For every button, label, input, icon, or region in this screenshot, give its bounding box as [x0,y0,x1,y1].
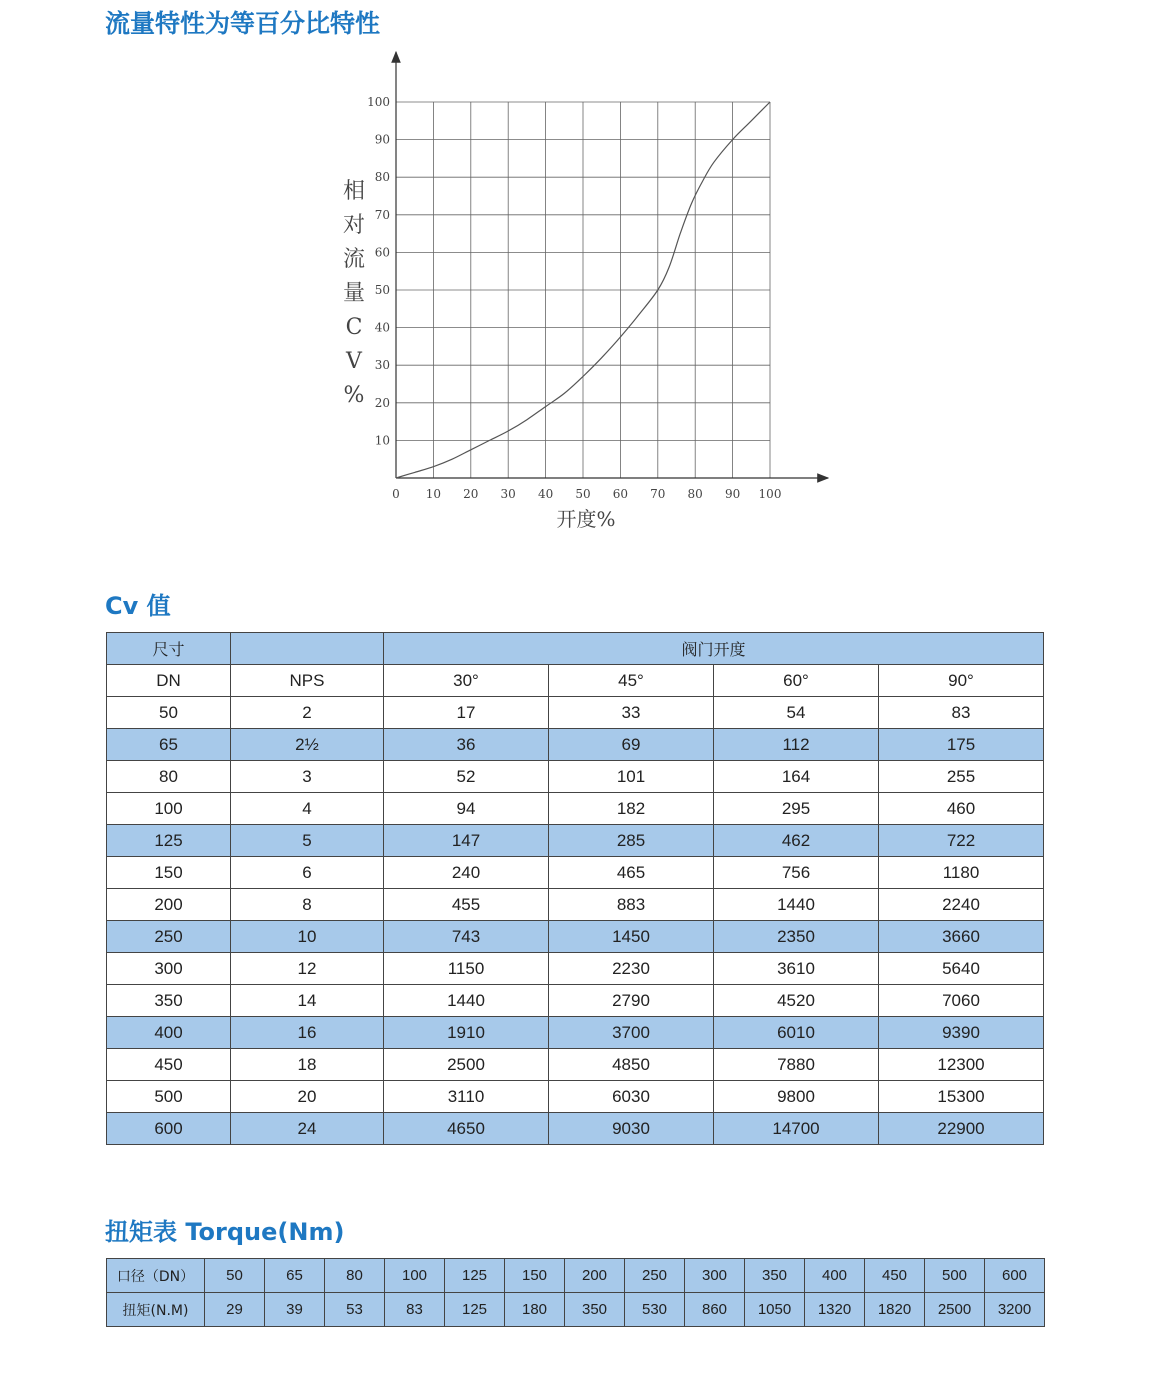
table-cell: 285 [549,825,714,857]
table-row [107,761,1044,793]
table-cell: 100 [107,793,231,825]
table-cell: 5640 [879,953,1044,985]
table-cell: 255 [879,761,1044,793]
torque-cell: 83 [385,1293,445,1327]
table-cell: 2240 [879,889,1044,921]
size-cell: 200 [565,1259,625,1293]
y-axis-label-char: 相 [342,179,366,204]
x-tick-label: 90 [724,487,741,501]
x-tick-label: 80 [687,487,703,501]
y-axis-label-char: 量 [342,281,366,306]
table-cell: 101 [549,761,714,793]
table-cell: 3110 [384,1081,549,1113]
y-tick-label: 90 [374,132,390,147]
table-cell: 24 [231,1113,384,1145]
torque-label-cell: 扭矩(N.M) [107,1293,205,1327]
x-tick-label: 60 [612,487,629,501]
torque-cell: 1320 [805,1293,865,1327]
table-cell: 9030 [549,1113,714,1145]
table-cell: 18 [231,1049,384,1081]
table-row [107,1081,1044,1113]
table-row [107,697,1044,729]
table-cell: 15300 [879,1081,1044,1113]
size-cell: 350 [745,1259,805,1293]
table-cell: 250 [107,921,231,953]
table-cell: 112 [714,729,879,761]
table-cell: 2 [231,697,384,729]
table-cell: 4850 [549,1049,714,1081]
table-cell: 3660 [879,921,1044,953]
table-cell: 4520 [714,985,879,1017]
table-cell: 2350 [714,921,879,953]
torque-cell: 530 [625,1293,685,1327]
size-cell: 150 [505,1259,565,1293]
torque-cell: 180 [505,1293,565,1327]
flow-characteristic-chart [330,40,850,540]
size-cell: 50 [205,1259,265,1293]
table-cell: 5 [231,825,384,857]
table-cell: 2230 [549,953,714,985]
size-cell: 300 [685,1259,745,1293]
table-cell: 6030 [549,1081,714,1113]
x-tick-label: 0 [392,487,400,501]
cv-title: Cv 值 [105,592,171,620]
table-cell: 22900 [879,1113,1044,1145]
table-row [107,857,1044,889]
size-cell: 450 [865,1259,925,1293]
table-cell: 756 [714,857,879,889]
table-cell: 94 [384,793,549,825]
table-cell: 2500 [384,1049,549,1081]
torque-title: 扭矩表 Torque(Nm) [105,1218,345,1246]
table-cell: 6010 [714,1017,879,1049]
y-axis-label-char: C [345,315,363,340]
y-axis-label [343,179,365,408]
table-cell: 3 [231,761,384,793]
table-row [107,793,1044,825]
table-cell: 16 [231,1017,384,1049]
header-cell: 60° [714,665,879,697]
table-cell: 883 [549,889,714,921]
table-cell: 10 [231,921,384,953]
torque-cell: 1820 [865,1293,925,1327]
table-cell: 400 [107,1017,231,1049]
table-cell: 52 [384,761,549,793]
torque-value-row [107,1293,1045,1327]
table-cell: 350 [107,985,231,1017]
size-cell: 65 [265,1259,325,1293]
table-row [107,953,1044,985]
y-tick-label: 50 [374,283,390,297]
y-tick-label: 60 [374,245,390,260]
table-cell: 164 [714,761,879,793]
torque-cell: 125 [445,1293,505,1327]
table-cell: 147 [384,825,549,857]
table-row [107,985,1044,1017]
y-axis-label-char: % [343,383,365,408]
table-cell: 2790 [549,985,714,1017]
y-axis-label-char: V [346,349,362,374]
header-cell: 30° [384,665,549,697]
torque-cell: 1050 [745,1293,805,1327]
y-axis-label-char: 对 [342,213,366,238]
table-cell: 4650 [384,1113,549,1145]
table-cell: 125 [107,825,231,857]
table-cell: 9800 [714,1081,879,1113]
table-cell: 450 [107,1049,231,1081]
header-cell: NPS [231,665,384,697]
torque-cell: 29 [205,1293,265,1327]
table-cell: 20 [231,1081,384,1113]
table-cell: 33 [549,697,714,729]
table-cell: 462 [714,825,879,857]
header-cell: 45° [549,665,714,697]
table-cell: 300 [107,953,231,985]
chart-grid [396,102,770,478]
table-cell: 50 [107,697,231,729]
y-tick-label: 30 [374,358,390,373]
table-cell: 200 [107,889,231,921]
y-tick-label: 10 [374,433,390,448]
torque-cell: 53 [325,1293,385,1327]
x-tick-label: 30 [500,487,516,501]
table-cell: 722 [879,825,1044,857]
table-cell: 65 [107,729,231,761]
y-tick-label: 20 [374,395,390,410]
table-row [107,729,1044,761]
y-axis-label-char: 流 [342,247,366,272]
y-tick-label: 40 [374,320,390,335]
x-tick-label: 20 [463,487,479,501]
table-cell: 182 [549,793,714,825]
table-cell: 1180 [879,857,1044,889]
size-cell: 500 [925,1259,985,1293]
size-cell: 600 [985,1259,1045,1293]
header-cell: DN [107,665,231,697]
x-tick-label: 40 [537,487,554,501]
size-label-cell: 口径（DN） [107,1259,205,1293]
table-cell: 83 [879,697,1044,729]
table-row [107,1049,1044,1081]
torque-cell: 3200 [985,1293,1045,1327]
header-cell-opening: 阀门开度 [384,633,1044,665]
table-cell: 14700 [714,1113,879,1145]
x-tick-label: 10 [425,487,442,501]
table-cell: 1910 [384,1017,549,1049]
table-cell: 1440 [384,985,549,1017]
table-subheader-row [107,665,1044,697]
table-cell: 6 [231,857,384,889]
table-cell: 743 [384,921,549,953]
size-cell: 400 [805,1259,865,1293]
x-tick-label: 70 [650,487,666,501]
y-tick-label: 70 [374,207,390,222]
table-cell: 3700 [549,1017,714,1049]
torque-cell: 350 [565,1293,625,1327]
size-cell: 250 [625,1259,685,1293]
table-cell: 8 [231,889,384,921]
table-cell: 3610 [714,953,879,985]
table-cell: 2½ [231,729,384,761]
table-cell: 80 [107,761,231,793]
curve-title: 流量特性为等百分比特性 [105,9,381,38]
table-row [107,921,1044,953]
size-cell: 80 [325,1259,385,1293]
table-cell: 1150 [384,953,549,985]
table-cell: 500 [107,1081,231,1113]
table-cell: 4 [231,793,384,825]
torque-cell: 39 [265,1293,325,1327]
table-row [107,889,1044,921]
table-cell: 1440 [714,889,879,921]
table-row [107,825,1044,857]
x-tick-label: 50 [575,487,591,501]
table-header-row [107,633,1044,665]
table-cell: 14 [231,985,384,1017]
table-cell: 455 [384,889,549,921]
header-cell-size: 尺寸 [107,633,231,665]
table-cell: 17 [384,697,549,729]
header-cell-blank [231,633,384,665]
size-cell: 125 [445,1259,505,1293]
torque-table [106,1258,1045,1327]
table-row [107,1017,1044,1049]
table-cell: 600 [107,1113,231,1145]
table-cell: 12300 [879,1049,1044,1081]
table-cell: 69 [549,729,714,761]
table-cell: 175 [879,729,1044,761]
x-tick-label: 100 [758,487,782,501]
table-cell: 465 [549,857,714,889]
table-cell: 36 [384,729,549,761]
table-cell: 54 [714,697,879,729]
y-tick-label: 100 [367,95,390,109]
table-cell: 240 [384,857,549,889]
table-cell: 150 [107,857,231,889]
x-axis-label: 开度% [556,507,616,531]
size-cell: 100 [385,1259,445,1293]
y-tick-label: 80 [374,170,390,185]
cv-table [106,632,1044,1145]
header-cell: 90° [879,665,1044,697]
table-cell: 295 [714,793,879,825]
torque-cell: 860 [685,1293,745,1327]
table-cell: 1450 [549,921,714,953]
table-row [107,1113,1044,1145]
table-cell: 7060 [879,985,1044,1017]
table-cell: 7880 [714,1049,879,1081]
torque-size-row [107,1259,1045,1293]
torque-cell: 2500 [925,1293,985,1327]
table-cell: 12 [231,953,384,985]
table-cell: 9390 [879,1017,1044,1049]
table-cell: 460 [879,793,1044,825]
